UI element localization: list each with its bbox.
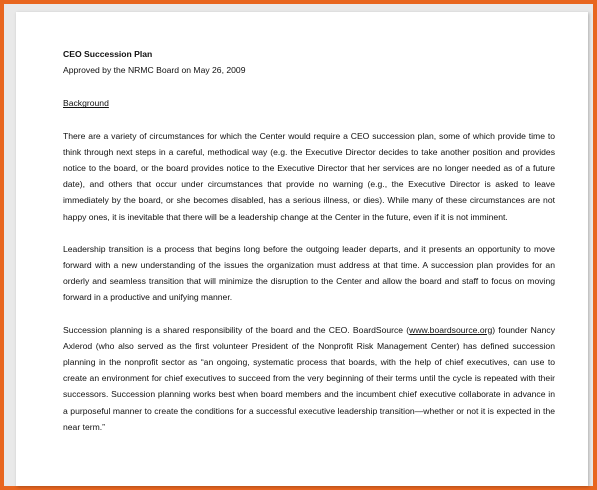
section-heading: Background bbox=[63, 98, 109, 109]
paragraph-3 bbox=[63, 322, 555, 435]
boardsource-link[interactable]: www.boardsource.org bbox=[409, 324, 493, 335]
paragraph-3-text-b: ) founder Nancy Axlerod (who also served as the first volunteer President of the Nonprofit Risk Management Center) has defined succession planning in the nonprofit sector as “an ongoing, systematic process that boards, with the help of chief executives, can use to create an environment for chief executives to succeed from the very beginning of their terms until the cycle is repeated with their successors. Succession planning works best when board members and the incumbent chief executive collaborate in advance in a purposeful manner to create the conditions for a successful executive leadership transition—whether or not it is expected in the near term.” bbox=[63, 324, 555, 432]
paragraph-1: There are a variety of circumstances for which the Center would require a CEO succession plan, some of which provide time to think through next steps in a careful, methodical way (e.g. the Executive Director decides to take another position and provides notice to the board, or the board provides notice to the Executive Director that her services are no longer needed as of a future date), and others that occur under circumstances that provide no warning (e.g., the Executive Director is asked to leave immediately by the board, or she becomes disabled, has a serious illness, or dies). While many of these circumstances are not happy ones, it is inevitable that there will be a leadership change at the Center in the future, even if it is not imminent. bbox=[63, 130, 555, 222]
document-page bbox=[16, 12, 588, 486]
paragraph-2: Leadership transition is a process that begins long before the outgoing leader departs, and it presents an opportunity to move forward with a new understanding of the issues the organization must address at that time. A succession plan provides for an orderly and seamless transition that will minimize the disruption to the Center and allow the board and staff to focus on moving forward in a productive and unifying manner. bbox=[63, 243, 555, 303]
document-title: CEO Succession Plan bbox=[63, 49, 153, 59]
paragraph-3-text-a: Succession planning is a shared responsibility of the board and the CEO. BoardSource ( bbox=[63, 324, 410, 335]
approval-line: Approved by the NRMC Board on May 26, 2009 bbox=[63, 65, 246, 76]
document-content bbox=[63, 46, 555, 451]
